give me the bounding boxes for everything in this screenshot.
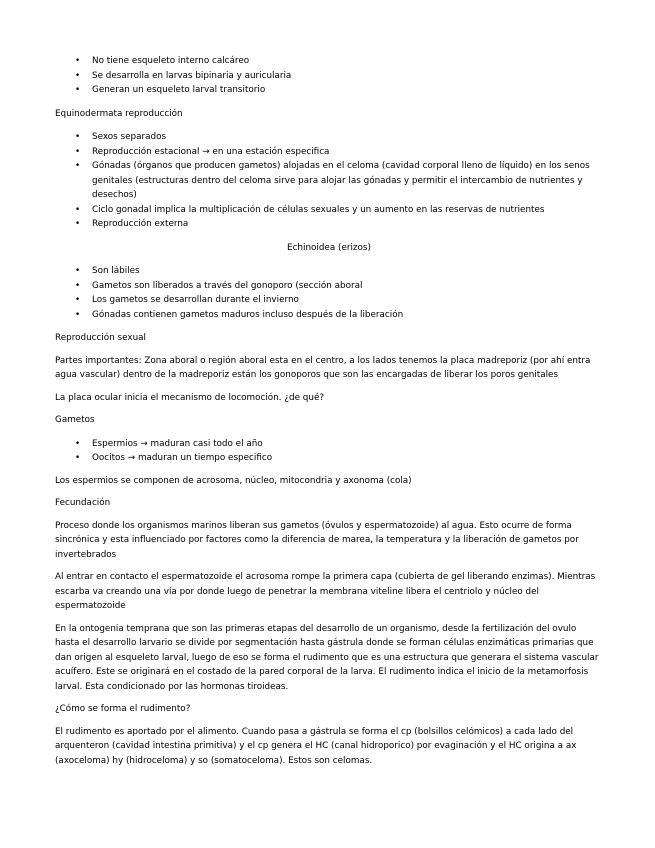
list-item: • Son lábiles bbox=[55, 264, 603, 279]
list-item: • Espermios → maduran casi todo el año bbox=[55, 437, 603, 452]
paragraph-espermios: Los espermios se componen de acrosoma, núcleo, mitocondria y axonoma (cola) bbox=[55, 475, 412, 486]
list-item: • Gónadas (órganos que producen gametos) alojadas en el celoma (cavidad corporal lleno de líquido) en los senos genitales (estructuras dentro del celoma sirve para alojar las gónadas y permitir el intercambio de nutrientes y desechos) bbox=[55, 159, 603, 203]
list-item: • No tiene esqueleto interno calcáreo bbox=[55, 54, 603, 69]
list-item: • Reproducción externa bbox=[55, 217, 603, 232]
list-item: • Gónadas contienen gametos maduros incluso después de la liberación bbox=[55, 308, 603, 323]
paragraph-proceso: Proceso donde los organismos marinos liberan sus gametos (óvulos y espermatozoide) al agua. Esto ocurre de forma sincrónica y esta influenciado por factores como la diferencia de marea, la temperatura y la liberación de gametos por invertebrados bbox=[55, 520, 579, 560]
heading-echinoidea: Echinoidea (erizos) bbox=[287, 242, 371, 253]
paragraph-rudimento: El rudimento es aportado por el alimento. Cuando pasa a gástrula se forma el cp (bolsillos celómicos) a cada lado del arquenteron (cavidad intestina primitiva) y el cp genera el HC (canal hidroporico) por evaginación y el HC origina a ax (axoceloma) hy (hidroceloma) y so (somatoceloma). Estos son celomas. bbox=[55, 726, 577, 766]
list-item: • Reproducción estacional → en una estación especifica bbox=[55, 145, 603, 160]
heading-reproduction: Equinodermata reproducción bbox=[55, 108, 183, 119]
list-item: • Generan un esqueleto larval transitorio bbox=[55, 83, 603, 98]
list-item: • Ciclo gonadal implica la multiplicación de células sexuales y un aumento en las reservas de nutrientes bbox=[55, 203, 603, 218]
list-item: • Oocitos → maduran un tiempo especifico bbox=[55, 451, 603, 466]
paragraph-ontogenia: En la ontogenia temprana que son las primeras etapas del desarrollo de un organismo, desde la fertilización del ovulo hasta el desarrollo larvario se divide por segmentación hasta gástrula donde se forman células enzimáticas primarias que dan origen al esqueleto larval, luego de eso se forma el rudimento que es una estructura que generara el sistema vascular acuífero. Este se originará en el costado de la pared corporal de la larva. El rudimento indica el inicio de la metamorfosis larval. Esta condicionado por las hormonas tiroideas. bbox=[55, 623, 599, 692]
gametos-list bbox=[55, 437, 603, 466]
features-list bbox=[55, 54, 603, 98]
heading-gametos: Gametos bbox=[55, 415, 95, 425]
list-item: • Se desarrolla en larvas bipinaria y auricularia bbox=[55, 69, 603, 84]
reproduction-list bbox=[55, 130, 603, 232]
heading-fecundacion: Fecundación bbox=[55, 498, 111, 508]
list-item: • Sexos separados bbox=[55, 130, 603, 145]
document-page bbox=[55, 54, 603, 768]
heading-rudimento: ¿Cómo se forma el rudimento? bbox=[55, 704, 191, 714]
paragraph-contacto: Al entrar en contacto el espermatozoide el acrosoma rompe la primera capa (cubierta de gel liberando enzimas). Mientras escarba va creando una vía por donde luego de penetrar la membrana viteline libera el centriolo y núcleo del espermatozoide bbox=[55, 572, 596, 611]
heading-sexual-reproduction: Reproducción sexual bbox=[55, 333, 147, 343]
paragraph-partes: Partes importantes: Zona aboral o región aboral esta en el centro, a los lados tenemos la placa madreporiz (por ahí entra agua vascular) dentro de la madreporiz están los gonoporos que son las encargadas de liberar los poros genitales bbox=[55, 355, 591, 380]
echinoidea-list bbox=[55, 264, 603, 322]
paragraph-placa-ocular: La placa ocular inicia el mecanismo de locomoción. ¿de qué? bbox=[55, 392, 325, 403]
list-item: • Gametos son liberados a través del gonoporo (sección aboral bbox=[55, 279, 603, 294]
list-item: • Los gametos se desarrollan durante el invierno bbox=[55, 293, 603, 308]
